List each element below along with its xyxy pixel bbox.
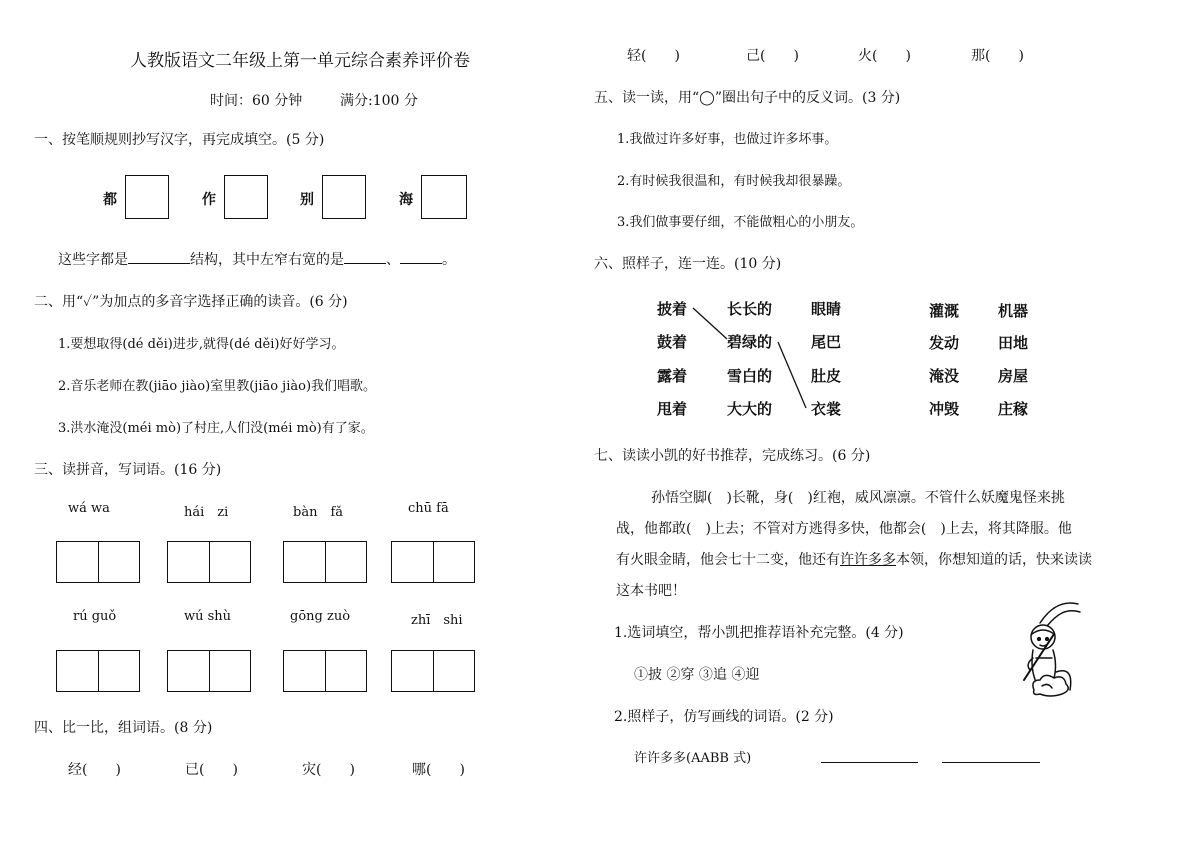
word-write-box[interactable]	[167, 650, 251, 692]
copy-box-du[interactable]	[125, 175, 169, 219]
q7-sub1: 1.选词填空，帮小凯把推荐语补充完整。(4 分)	[614, 625, 904, 641]
match-word[interactable]: 露着	[657, 367, 688, 385]
compare-word[interactable]: 轻( )	[627, 48, 680, 64]
q4-heading: 四、比一比，组词语。(8 分)	[34, 720, 213, 736]
compare-word[interactable]: 经( )	[68, 762, 121, 778]
pinyin-label: chū fā	[408, 501, 449, 516]
compare-word[interactable]: 己( )	[746, 48, 799, 64]
exam-time: 时间：60 分钟	[210, 93, 303, 109]
pinyin-label: rú guǒ	[73, 609, 117, 624]
compare-word[interactable]: 那( )	[971, 48, 1024, 64]
copy-box-hai[interactable]	[421, 175, 467, 219]
match-word[interactable]: 冲毁	[929, 400, 960, 418]
q2-item-2: 2.音乐老师在教(jiāo jiào)室里教(jiāo jiào)我们唱歌。	[58, 379, 377, 394]
match-word[interactable]: 房屋	[998, 367, 1029, 385]
word-write-box[interactable]	[391, 650, 475, 692]
page-title: 人教版语文二年级上第一单元综合素养评价卷	[130, 51, 470, 71]
char-blank-1[interactable]	[344, 263, 386, 264]
match-word[interactable]: 衣裳	[811, 400, 842, 418]
pinyin-label: wú shù	[184, 609, 232, 624]
match-word[interactable]: 眼睛	[811, 300, 842, 318]
q7-options: ①披 ②穿 ③追 ④迎	[634, 667, 760, 683]
q5-item-1: 1.我做过许多好事，也做过许多坏事。	[617, 132, 838, 147]
word-write-box[interactable]	[283, 541, 367, 583]
char-hai: 海	[399, 192, 413, 208]
fill-sep: 、	[386, 252, 400, 268]
q2-item-1: 1.要想取得(dé děi)进步,就得(dé děi)好好学习。	[58, 337, 345, 352]
exam-full-score: 满分:100 分	[340, 93, 418, 109]
passage-line-3	[616, 549, 1092, 569]
char-du: 都	[103, 192, 117, 208]
match-word[interactable]: 田地	[998, 334, 1029, 352]
match-word[interactable]: 鼓着	[657, 333, 688, 351]
q3-heading: 三、读拼音，写词语。(16 分)	[34, 462, 222, 478]
match-word[interactable]: 机器	[998, 302, 1029, 320]
answer-line-1[interactable]	[821, 762, 918, 763]
example-line	[693, 308, 727, 339]
passage-line-1: 孙悟空脚( )长靴，身( )红袍，威风凛凛。不管什么妖魔鬼怪来挑	[651, 490, 1065, 506]
answer-line-2[interactable]	[942, 762, 1040, 763]
match-word[interactable]: 肚皮	[811, 367, 842, 385]
match-word[interactable]: 披着	[657, 300, 688, 318]
copy-box-bie[interactable]	[322, 175, 366, 219]
q7-sub2: 2.照样子，仿写画线的词语。(2 分)	[614, 709, 834, 725]
match-word[interactable]: 甩着	[657, 400, 688, 418]
match-word[interactable]: 碧绿的	[727, 333, 773, 351]
match-word[interactable]: 庄稼	[998, 400, 1029, 418]
word-write-box[interactable]	[56, 650, 140, 692]
match-word[interactable]: 尾巴	[811, 333, 842, 351]
compare-word[interactable]: 火( )	[858, 48, 911, 64]
fill-mid: 结构，其中左窄右宽的是	[190, 252, 344, 268]
match-word[interactable]: 发动	[929, 334, 960, 352]
fill-prefix: 这些字都是	[58, 252, 128, 268]
pinyin-label: hái zi	[184, 505, 229, 520]
char-zuo: 作	[202, 192, 216, 208]
word-write-box[interactable]	[391, 541, 475, 583]
passage-text: 本领，你想知道的话，快来读读	[896, 552, 1092, 568]
match-word[interactable]: 雪白的	[727, 367, 773, 385]
match-word[interactable]: 长长的	[727, 300, 773, 318]
char-bie: 别	[300, 192, 314, 208]
structure-blank[interactable]	[128, 263, 190, 264]
q5-heading: 五、读一读，用“◯”圈出句子中的反义词。(3 分)	[594, 90, 901, 106]
passage-text: 有火眼金睛，他会七十二变，他还有	[616, 552, 840, 568]
q5-item-2: 2.有时候我很温和，有时候我却很暴躁。	[617, 174, 851, 189]
copy-box-zuo[interactable]	[224, 175, 268, 219]
q2-item-3: 3.洪水淹没(méi mò)了村庄,人们没(méi mò)有了家。	[58, 421, 374, 436]
underlined-word: 许许多多	[840, 552, 896, 568]
compare-word[interactable]: 哪( )	[412, 762, 465, 778]
q6-heading: 六、照样子，连一连。(10 分)	[594, 256, 782, 272]
q7-heading: 七、读读小凯的好书推荐，完成练习。(6 分)	[594, 448, 871, 464]
char-blank-2[interactable]	[400, 263, 442, 264]
example-line	[778, 342, 806, 408]
q1-heading: 一、按笔顺规则抄写汉字，再完成填空。(5 分)	[34, 132, 325, 148]
q5-item-3: 3.我们做事要仔细，不能做粗心的小朋友。	[617, 215, 864, 230]
compare-word[interactable]: 灾( )	[302, 762, 355, 778]
word-write-box[interactable]	[167, 541, 251, 583]
pinyin-label: zhī shi	[411, 613, 463, 628]
word-write-box[interactable]	[56, 541, 140, 583]
pinyin-label: gōng zuò	[290, 609, 351, 624]
fill-end: 。	[442, 252, 456, 268]
match-word[interactable]: 灌溉	[929, 302, 960, 320]
passage-line-4: 这本书吧！	[616, 583, 686, 599]
match-word[interactable]: 淹没	[929, 367, 960, 385]
pinyin-label: wá wa	[68, 501, 110, 516]
word-write-box[interactable]	[283, 650, 367, 692]
q7-example: 许许多多(AABB 式)	[634, 751, 752, 766]
pinyin-label: bàn fǎ	[293, 505, 344, 520]
q1-fill-sentence	[58, 249, 456, 269]
q2-heading: 二、用“✓”为加点的多音字选择正确的读音。(6 分)	[34, 294, 348, 310]
match-word[interactable]: 大大的	[727, 400, 773, 418]
passage-line-2: 战，他都敢( )上去；不管对方逃得多快，他都会( )上去，将其降服。他	[616, 521, 1072, 537]
compare-word[interactable]: 已( )	[185, 762, 238, 778]
